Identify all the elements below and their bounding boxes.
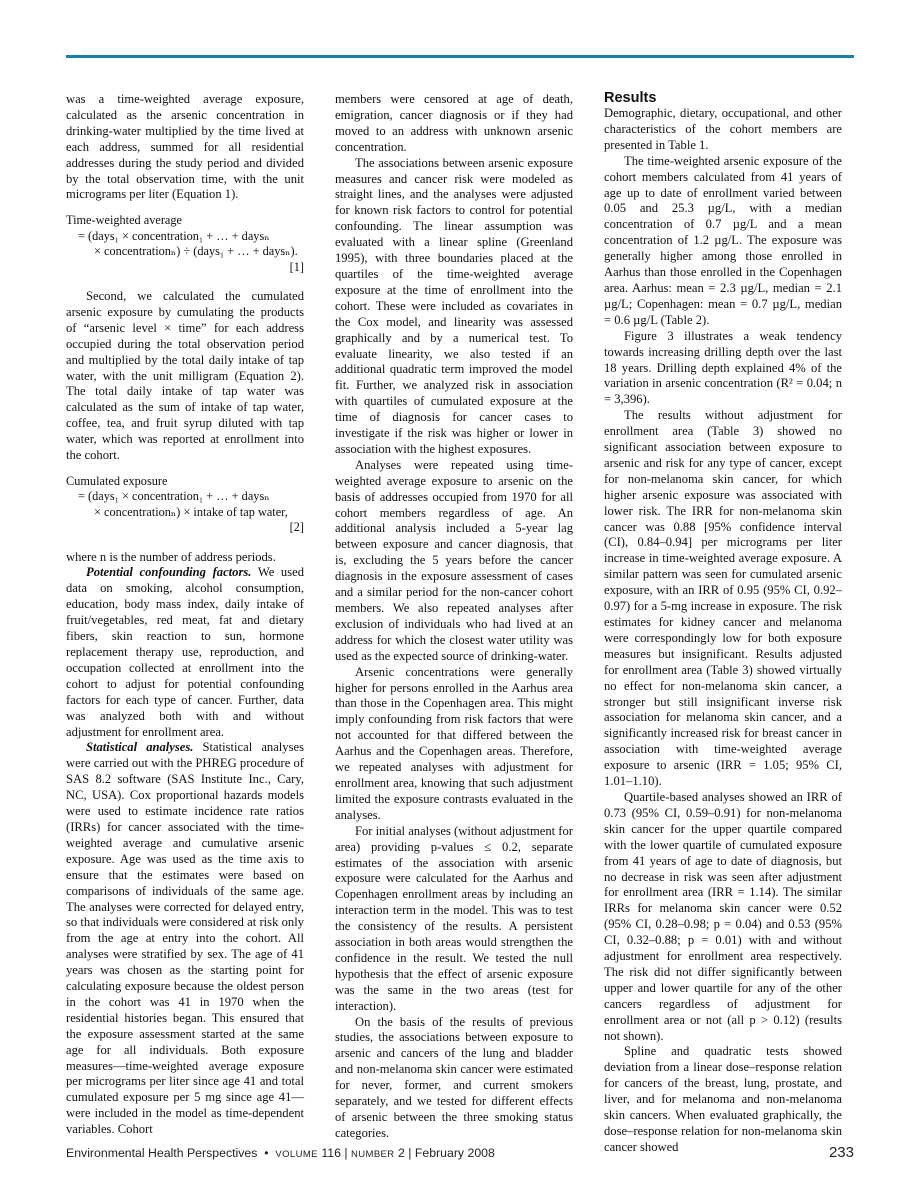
paragraph: members were censored at age of death, emigration, cancer diagnosis or if they had moved to an address with unknown arsenic concentration.	[335, 92, 573, 154]
paragraph: For initial analyses (without adjustment for area) providing p-values ≤ 0.2, separate estimates of the association with arsenic exposure were calculated for the Aarhus and Copenhagen enrollment areas by including an interaction term in the model. This was to test the consistency of the results. A persistent association in both areas would strengthen the confidence in the result. We tested the null hypothesis that the effect of arsenic exposure was the same in the two areas (test for interaction).	[335, 823, 573, 1013]
run-in-heading: Statistical analyses.	[86, 740, 194, 755]
header-rule	[66, 55, 854, 58]
paragraph: where n is the number of address periods.	[66, 549, 276, 564]
paragraph-text: Statistical analyses were carried out with the PHREG procedure of SAS 8.2 software (SAS Institute Inc., Cary, NC, USA). Cox proportional hazards models were used to estimate incidence rate ratios (IRRs) for cancer associated with the time-weighted average and cumulative arsenic exposure. Age was used as the time axis to ensure that the estimates were based on comparisons of individuals of the same age. The analyses were corrected for delayed entry, so that individuals were considered at risk only from the age at entry into the cohort. All analyses were stratified by sex. The age of 41 years was chosen as the starting point for calculating exposure because the oldest person in the cohort was 41 in 1970 when the residential histories began. This ensured that the exposure assessment started at the same age for all individuals. Both exposure measures—time-weighted average exposure per micrograms per liter since age 41 and total cumulated exposure per 5 mg since age 41—were included in the model as time-dependent variables. Cohort	[66, 740, 304, 1137]
paragraph: The associations between arsenic exposure measures and cancer risk were modeled as straight lines, and the analyses were adjusted for known risk factors to control for potential confounding. The linear assumption was evaluated with a linear spline (Greenland 1995), with three boundaries placed at the quartiles of the time-weighted average exposure at the time of enrollment into the cohort. These were included as covariates in the Cox model, and linearity was assessed graphically and by a numerical test. To evaluate linearity, we also tested if an additional quadratic term improved the model fit. Further, we analyzed risk in association with quartiles of cumulated exposure at the time of diagnosis for cancer cases to investigate if the risk was higher or lower in association with the highest exposures.	[335, 155, 573, 456]
equation-number: [1]	[289, 259, 304, 274]
paragraph: The results without adjustment for enrollment area (Table 3) showed no significant association between exposure to arsenic and risk for any type of cancer, except for non-melanoma skin cancer, for which higher arsenic exposure was associated with lower risk. The IRR for non-melanoma skin cancer was 0.88 [95% confidence interval (CI), 0.84–0.94] per micrograms per liter increase in time-weighted average exposure. A similar pattern was seen for cumulated arsenic exposure, with an IRR of 0.95 (95% CI, 0.92–0.97) for a 5-mg increase in exposure. The risk estimates for kidney cancer and melanoma were correspondingly low for both exposure measures but insignificant. Results adjusted for enrollment area (Table 3) showed virtually no effect for non-melanoma skin cancer, a stronger but still insignificant inverse risk association for melanoma skin cancer, and a significantly increased risk for breast cancer in association with time-weighted average exposure to arsenic (IRR = 1.05; 95% CI, 1.01–1.10).	[604, 408, 842, 789]
equation-2	[66, 474, 304, 536]
volume-number: 116	[321, 1146, 341, 1160]
section-heading: Results	[604, 90, 657, 106]
equation-1	[66, 213, 304, 275]
equation-line: × concentrationₙ) × intake of tap water,	[94, 504, 288, 519]
paragraph: Spline and quadratic tests showed deviation from a linear dose–response relation for cancers of the breast, lung, prostate, and liver, and for melanoma and non-melanoma skin cancers. When evaluated graphically, the dose–response relation for non-melanoma skin cancer showed	[604, 1044, 842, 1154]
paragraph: Analyses were repeated using time-weighted average exposure to arsenic on the basis of addresses occupied from 1970 for all cohort members regardless of age. An additional analysis included a 5-year lag between exposure and cancer diagnosis, that is, excluding the 5 years before the cancer diagnosis in the exposure assessment of cases and a similar period for the non-cancer cohort members. We also repeated analyses after exclusion of individuals who had lived at an address for which the closest water utility was used as the expected source of drinking-water.	[335, 457, 573, 663]
column-2	[335, 92, 573, 1142]
paragraph: Arsenic concentrations were generally higher for persons enrolled in the Aarhus area than those in the Copenhagen area. This might imply confounding from risk factors that were not accounted for that differed between the Aarhus and the Copenhagen areas. Therefore, we repeated analyses with adjustment for enrollment area, knowing that such adjustment limited the exposure contrasts evaluated in the analyses.	[335, 664, 573, 822]
publication-date: February 2008	[414, 1146, 495, 1160]
paragraph: Quartile-based analyses showed an IRR of 0.73 (95% CI, 0.59–0.91) for non-melanoma skin cancer for the upper quartile compared with the lower quartile of cumulated exposure from 41 years of age to date of diagnosis, but no decrease in risk was seen after adjustment for enrollment area (IRR = 1.14). The similar IRRs for melanoma skin cancer were 0.52 (95% CI, 0.28–0.98; p = 0.04) and 0.53 (95% CI, 0.32–0.88; p = 0.01) with and without adjustment for enrollment area respectively. The risk did not differ significantly between upper and lower quartile for any of the other cancers regardless of adjustment for enrollment area or not (all p > 0.12) (results not shown).	[604, 789, 842, 1043]
separator: •	[264, 1146, 269, 1160]
equation-number: [2]	[289, 520, 304, 535]
paragraph: On the basis of the results of previous studies, the associations between exposure to arsenic and cancers of the lung and bladder and non-melanoma skin cancer were estimated for never, former, and current smokers separately, and we tested for different effects of arsenic between the three smoking status categories.	[335, 1014, 573, 1140]
paragraph-text: We used data on smoking, alcohol consumption, education, body mass index, daily intake of fruit/vegetables, red meat, fat and dietary fibers, skin reaction to sun, hormone replacement therapy use, reproduction, and occupation collected at enrollment into the cohort to adjust for potential confounding factors for each type of cancer. Further, data was analyzed both with and without adjustment for enrollment area.	[66, 565, 304, 739]
equation-line: = (days₁ × concentration₁ + … + daysₙ	[78, 489, 270, 504]
paragraph	[66, 740, 304, 1138]
equation-label: Cumulated exposure	[66, 473, 168, 488]
column-3	[604, 92, 842, 1156]
equation-line: × concentrationₙ) ÷ (days₁ + … + daysₙ).	[94, 244, 298, 259]
run-in-heading: Potential confounding factors.	[86, 565, 252, 580]
paragraph: Demographic, dietary, occupational, and other characteristics of the cohort members are presented in Table 1.	[604, 106, 842, 152]
column-1	[66, 92, 304, 1138]
equation-label: Time-weighted average	[66, 213, 182, 228]
paragraph	[66, 565, 304, 740]
paragraph: was a time-weighted average exposure, calculated as the arsenic concentration in drinking-water multiplied by the time lived at each address, summed for all residential addresses during the study period and divided by the total observation time, with the unit micrograms per liter (Equation 1).	[66, 92, 304, 202]
issue-label: NUMBER	[350, 1149, 395, 1160]
paragraph: Second, we calculated the cumulated arsenic exposure by cumulating the products of “arsenic level × time” for each address occupied during the total observation period and multiplied by the total daily intake of tap water, with the unit milligram (Equation 2). The total daily intake of tap water was calculated as the sum of intake of tap water, coffee, tea, and fruit syrup diluted with tap water, which was reported at enrollment into the cohort.	[66, 288, 304, 463]
page-number: 233	[828, 1144, 854, 1161]
page-footer: Environmental Health Perspectives • VOLUME 116 | NUMBER 2 | February 2008 233	[66, 1144, 854, 1161]
journal-name: Environmental Health Perspectives	[66, 1146, 258, 1160]
paragraph: The time-weighted arsenic exposure of the cohort members calculated from 41 years of age up to date of enrollment varied between 0.05 and 25.3 µg/L, with a median concentration of 0.7 µg/L and a mean concentration of 1.2 µg/L. The exposure was generally higher among those enrolled in Aarhus than those enrolled in the Copenhagen area. Aarhus: mean = 2.3 µg/L, median = 2.1 µg/L; Copenhagen: mean = 0.7 µg/L, median = 0.6 µg/L (Table 2).	[604, 153, 842, 327]
paragraph: Figure 3 illustrates a weak tendency towards increasing drilling depth over the last 18 years. Drilling depth explained 4% of the variation in arsenic concentration (R² = 0.04; n = 3,396).	[604, 328, 842, 407]
equation-line: = (days₁ × concentration₁ + … + daysₙ	[78, 228, 270, 243]
issue-number: 2	[397, 1146, 405, 1160]
volume-label: VOLUME	[275, 1149, 318, 1160]
